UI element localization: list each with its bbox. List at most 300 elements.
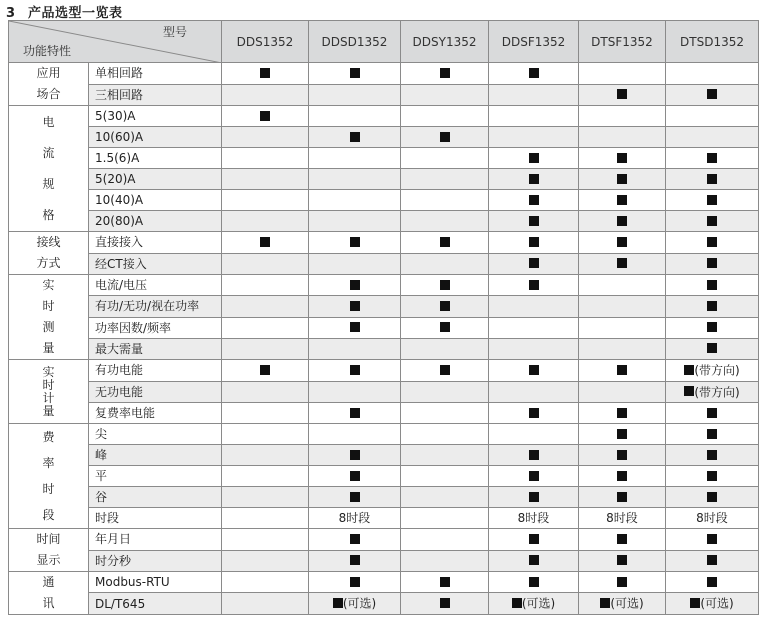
empty-cell	[401, 148, 489, 169]
filled-square-icon	[512, 598, 522, 608]
empty-cell	[222, 127, 309, 148]
feature-label: 有功电能	[89, 360, 222, 382]
support-mark-cell	[309, 572, 401, 593]
filled-square-icon	[529, 555, 539, 565]
support-mark-cell	[579, 232, 666, 254]
empty-cell	[309, 169, 401, 190]
empty-cell	[579, 381, 666, 403]
cell-text: 8时段	[579, 508, 666, 529]
feature-label: 尖	[89, 424, 222, 445]
filled-square-icon	[707, 280, 717, 290]
feature-label: 复费率电能	[89, 403, 222, 424]
empty-cell	[222, 169, 309, 190]
group-label-line: 时	[42, 482, 55, 496]
empty-cell	[666, 106, 759, 127]
support-mark-cell	[401, 127, 489, 148]
group-label-line: 率	[42, 456, 55, 470]
support-mark-cell	[666, 253, 759, 275]
table-row	[9, 529, 759, 551]
support-mark-cell	[579, 424, 666, 445]
support-mark-cell	[489, 466, 579, 487]
support-mark-cell	[579, 211, 666, 232]
filled-square-icon	[617, 174, 627, 184]
support-mark-cell	[579, 253, 666, 275]
support-mark-cell	[489, 275, 579, 296]
filled-square-icon	[707, 174, 717, 184]
empty-cell	[222, 508, 309, 529]
empty-cell	[579, 275, 666, 296]
feature-label: 时分秒	[89, 550, 222, 572]
empty-cell	[401, 424, 489, 445]
feature-label: 时段	[89, 508, 222, 529]
support-mark-cell	[489, 360, 579, 382]
group-label-line: 时	[42, 299, 55, 313]
support-mark-cell	[666, 466, 759, 487]
group-label-line: 电	[42, 114, 55, 129]
support-mark-cell	[579, 148, 666, 169]
filled-square-icon	[707, 322, 717, 332]
group-label-line: 测	[42, 320, 55, 334]
cell-text: 8时段	[666, 508, 759, 529]
product-selection-table	[8, 20, 759, 615]
support-mark-cell	[309, 550, 401, 572]
filled-square-icon	[260, 365, 270, 375]
empty-cell	[579, 106, 666, 127]
empty-cell	[401, 106, 489, 127]
empty-cell	[401, 487, 489, 508]
filled-square-icon	[707, 89, 717, 99]
support-mark-cell	[666, 593, 759, 615]
empty-cell	[222, 190, 309, 211]
filled-square-icon	[617, 216, 627, 226]
table-row	[9, 317, 759, 338]
support-mark-cell	[489, 487, 579, 508]
filled-square-icon	[440, 322, 450, 332]
feature-label: 电流/电压	[89, 275, 222, 296]
filled-square-icon	[707, 492, 717, 502]
cell-note: (可选)	[700, 596, 734, 611]
empty-cell	[222, 445, 309, 466]
support-mark-cell	[666, 572, 759, 593]
table-row	[9, 508, 759, 529]
support-mark-cell	[489, 529, 579, 551]
table-row	[9, 360, 759, 382]
section-number: 3	[6, 6, 16, 21]
feature-label: 10(60)A	[89, 127, 222, 148]
support-mark-cell	[309, 529, 401, 551]
filled-square-icon	[707, 555, 717, 565]
support-mark-cell	[489, 445, 579, 466]
empty-cell	[401, 550, 489, 572]
filled-square-icon	[350, 408, 360, 418]
empty-cell	[666, 127, 759, 148]
empty-cell	[401, 445, 489, 466]
support-mark-cell	[401, 232, 489, 254]
group-label-line: 应用	[36, 66, 61, 80]
filled-square-icon	[617, 429, 627, 439]
filled-square-icon	[350, 492, 360, 502]
support-mark-cell	[309, 275, 401, 296]
empty-cell	[222, 253, 309, 275]
group-label	[9, 106, 89, 232]
filled-square-icon	[684, 365, 694, 375]
empty-cell	[579, 63, 666, 85]
filled-square-icon	[529, 471, 539, 481]
group-label	[9, 360, 89, 424]
model-header: DTSD1352	[666, 21, 759, 63]
feature-label: 单相回路	[89, 63, 222, 85]
cell-text: 8时段	[309, 508, 401, 529]
feature-label: 最大需量	[89, 338, 222, 359]
table-row	[9, 338, 759, 359]
support-mark-cell	[666, 169, 759, 190]
empty-cell	[309, 148, 401, 169]
support-mark-cell	[579, 403, 666, 424]
section-title: 产品选型一览表	[28, 6, 123, 21]
empty-cell	[489, 106, 579, 127]
group-label-line: 段	[42, 508, 55, 522]
group-label-line: 通	[42, 575, 55, 589]
support-mark-cell	[401, 275, 489, 296]
filled-square-icon	[617, 237, 627, 247]
group-label	[9, 63, 89, 106]
support-mark-cell	[489, 190, 579, 211]
table-row	[9, 275, 759, 296]
filled-square-icon	[617, 365, 627, 375]
support-mark-cell	[401, 593, 489, 615]
support-mark-cell	[489, 169, 579, 190]
support-mark-cell	[579, 487, 666, 508]
filled-square-icon	[529, 237, 539, 247]
cell-note: (带方向)	[694, 363, 740, 378]
feature-label: 平	[89, 466, 222, 487]
table-row	[9, 572, 759, 593]
feature-label: 谷	[89, 487, 222, 508]
support-mark-cell	[666, 211, 759, 232]
group-label	[9, 232, 89, 275]
support-mark-cell	[666, 338, 759, 359]
empty-cell	[401, 84, 489, 106]
cell-text: 8时段	[489, 508, 579, 529]
filled-square-icon	[260, 111, 270, 121]
filled-square-icon	[440, 280, 450, 290]
empty-cell	[222, 487, 309, 508]
filled-square-icon	[350, 237, 360, 247]
empty-cell	[222, 317, 309, 338]
support-mark-cell	[309, 466, 401, 487]
empty-cell	[222, 593, 309, 615]
empty-cell	[309, 190, 401, 211]
filled-square-icon	[350, 301, 360, 311]
support-mark-cell	[666, 232, 759, 254]
empty-cell	[401, 381, 489, 403]
support-mark-cell	[579, 529, 666, 551]
filled-square-icon	[617, 195, 627, 205]
empty-cell	[222, 211, 309, 232]
filled-square-icon	[350, 68, 360, 78]
support-mark-cell	[579, 445, 666, 466]
empty-cell	[309, 211, 401, 232]
filled-square-icon	[529, 68, 539, 78]
filled-square-icon	[529, 280, 539, 290]
table-row	[9, 445, 759, 466]
empty-cell	[401, 338, 489, 359]
support-mark-cell	[489, 253, 579, 275]
filled-square-icon	[350, 471, 360, 481]
support-mark-cell	[309, 232, 401, 254]
feature-label: 有功/无功/视在功率	[89, 296, 222, 317]
feature-label: 经CT接入	[89, 253, 222, 275]
empty-cell	[489, 424, 579, 445]
empty-cell	[489, 317, 579, 338]
group-label-line: 场合	[36, 87, 61, 101]
group-label	[9, 424, 89, 529]
group-label-line: 方式	[36, 256, 61, 270]
filled-square-icon	[617, 153, 627, 163]
filled-square-icon	[529, 365, 539, 375]
group-label-line: 实	[42, 364, 55, 379]
table-row	[9, 550, 759, 572]
empty-cell	[489, 381, 579, 403]
support-mark-cell	[309, 296, 401, 317]
model-header: DDSF1352	[489, 21, 579, 63]
support-mark-cell	[666, 190, 759, 211]
support-mark-cell	[489, 63, 579, 85]
model-header: DDSD1352	[309, 21, 401, 63]
filled-square-icon	[707, 577, 717, 587]
empty-cell	[579, 127, 666, 148]
table-row	[9, 403, 759, 424]
support-mark-cell	[579, 360, 666, 382]
group-label	[9, 275, 89, 360]
feature-label: 峰	[89, 445, 222, 466]
support-mark-cell	[666, 550, 759, 572]
empty-cell	[222, 84, 309, 106]
table-row	[9, 253, 759, 275]
filled-square-icon	[617, 89, 627, 99]
filled-square-icon	[350, 365, 360, 375]
filled-square-icon	[350, 280, 360, 290]
support-mark-cell	[222, 360, 309, 382]
empty-cell	[401, 169, 489, 190]
feature-label: 10(40)A	[89, 190, 222, 211]
filled-square-icon	[529, 577, 539, 587]
filled-square-icon	[684, 386, 694, 396]
header-row	[9, 21, 759, 63]
feature-label: Modbus-RTU	[89, 572, 222, 593]
cell-note: (可选)	[342, 596, 377, 611]
table-row	[9, 211, 759, 232]
filled-square-icon	[529, 492, 539, 502]
empty-cell	[309, 106, 401, 127]
empty-cell	[222, 275, 309, 296]
filled-square-icon	[529, 534, 539, 544]
empty-cell	[222, 148, 309, 169]
support-mark-cell	[309, 445, 401, 466]
table-row	[9, 487, 759, 508]
support-mark-cell	[666, 275, 759, 296]
filled-square-icon	[440, 301, 450, 311]
filled-square-icon	[600, 598, 610, 608]
filled-square-icon	[707, 471, 717, 481]
cell-note: (可选)	[521, 596, 556, 611]
filled-square-icon	[617, 450, 627, 460]
empty-cell	[401, 211, 489, 232]
support-mark-cell	[666, 296, 759, 317]
filled-square-icon	[440, 598, 450, 608]
filled-square-icon	[529, 195, 539, 205]
empty-cell	[401, 190, 489, 211]
empty-cell	[401, 529, 489, 551]
filled-square-icon	[707, 153, 717, 163]
group-label-line: 量	[42, 341, 55, 355]
empty-cell	[401, 508, 489, 529]
filled-square-icon	[707, 429, 717, 439]
filled-square-icon	[617, 534, 627, 544]
model-header: DDSY1352	[401, 21, 489, 63]
group-label-line: 费	[42, 430, 55, 444]
support-mark-cell	[579, 84, 666, 106]
support-mark-cell	[666, 445, 759, 466]
support-mark-cell	[579, 466, 666, 487]
feature-label: 功率因数/频率	[89, 317, 222, 338]
table-row	[9, 593, 759, 615]
empty-cell	[489, 127, 579, 148]
support-mark-cell	[489, 148, 579, 169]
support-mark-cell	[579, 550, 666, 572]
filled-square-icon	[617, 471, 627, 481]
support-mark-cell	[309, 403, 401, 424]
table-row	[9, 190, 759, 211]
group-label-line: 实	[42, 278, 55, 292]
filled-square-icon	[529, 258, 539, 268]
group-label-line: 计	[42, 390, 55, 405]
filled-square-icon	[350, 132, 360, 142]
filled-square-icon	[350, 534, 360, 544]
group-label-line: 流	[42, 145, 55, 160]
empty-cell	[401, 403, 489, 424]
filled-square-icon	[617, 408, 627, 418]
empty-cell	[222, 466, 309, 487]
empty-cell	[222, 338, 309, 359]
empty-cell	[489, 338, 579, 359]
feature-label: 三相回路	[89, 84, 222, 106]
corner-feature-label: 功能特性	[23, 44, 72, 58]
support-mark-cell	[401, 317, 489, 338]
empty-cell	[222, 529, 309, 551]
cell-note: (带方向)	[694, 385, 740, 399]
group-label-line: 讯	[42, 596, 55, 610]
empty-cell	[579, 317, 666, 338]
empty-cell	[579, 296, 666, 317]
empty-cell	[309, 381, 401, 403]
empty-cell	[489, 84, 579, 106]
group-label-line: 接线	[36, 235, 61, 249]
feature-label: 20(80)A	[89, 211, 222, 232]
support-mark-cell	[401, 296, 489, 317]
feature-label: DL/T645	[89, 593, 222, 615]
filled-square-icon	[707, 195, 717, 205]
cell-note: (可选)	[610, 596, 644, 611]
support-mark-cell	[666, 84, 759, 106]
group-label	[9, 529, 89, 572]
group-label-line: 量	[42, 403, 55, 418]
filled-square-icon	[350, 322, 360, 332]
feature-label: 5(20)A	[89, 169, 222, 190]
table-row	[9, 84, 759, 106]
filled-square-icon	[529, 450, 539, 460]
support-mark-cell	[666, 403, 759, 424]
support-mark-cell	[489, 211, 579, 232]
support-mark-cell	[579, 169, 666, 190]
table-row	[9, 424, 759, 445]
support-mark-cell	[489, 550, 579, 572]
corner-header-cell	[9, 21, 222, 63]
filled-square-icon	[350, 555, 360, 565]
filled-square-icon	[707, 301, 717, 311]
support-mark-cell	[579, 593, 666, 615]
support-mark-cell	[579, 572, 666, 593]
corner-model-label: 型号	[162, 25, 187, 39]
feature-label: 直接接入	[89, 232, 222, 254]
filled-square-icon	[440, 132, 450, 142]
filled-square-icon	[707, 216, 717, 226]
support-mark-cell	[489, 572, 579, 593]
empty-cell	[666, 63, 759, 85]
support-mark-cell	[222, 106, 309, 127]
model-header: DDS1352	[222, 21, 309, 63]
support-mark-cell	[666, 424, 759, 445]
empty-cell	[222, 572, 309, 593]
filled-square-icon	[707, 450, 717, 460]
empty-cell	[309, 338, 401, 359]
support-mark-cell	[401, 63, 489, 85]
empty-cell	[222, 550, 309, 572]
table-row	[9, 296, 759, 317]
support-mark-cell	[309, 487, 401, 508]
group-label-line: 格	[42, 207, 55, 222]
filled-square-icon	[529, 408, 539, 418]
filled-square-icon	[440, 237, 450, 247]
filled-square-icon	[707, 408, 717, 418]
support-mark-cell	[666, 148, 759, 169]
table-row	[9, 169, 759, 190]
support-mark-cell	[489, 232, 579, 254]
group-label-line: 规	[42, 176, 55, 191]
filled-square-icon	[690, 598, 700, 608]
empty-cell	[222, 296, 309, 317]
filled-square-icon	[617, 577, 627, 587]
support-mark-cell	[489, 593, 579, 615]
empty-cell	[222, 381, 309, 403]
feature-label: 年月日	[89, 529, 222, 551]
filled-square-icon	[333, 598, 343, 608]
filled-square-icon	[529, 153, 539, 163]
model-header: DTSF1352	[579, 21, 666, 63]
filled-square-icon	[529, 216, 539, 226]
group-label-line: 时	[42, 377, 55, 392]
support-mark-cell	[222, 63, 309, 85]
support-mark-cell	[401, 360, 489, 382]
support-mark-cell	[309, 63, 401, 85]
support-mark-cell	[309, 360, 401, 382]
group-label-line: 显示	[36, 553, 61, 567]
table-row	[9, 63, 759, 85]
filled-square-icon	[707, 534, 717, 544]
table-row	[9, 148, 759, 169]
group-label-line: 时间	[36, 532, 61, 546]
filled-square-icon	[707, 343, 717, 353]
